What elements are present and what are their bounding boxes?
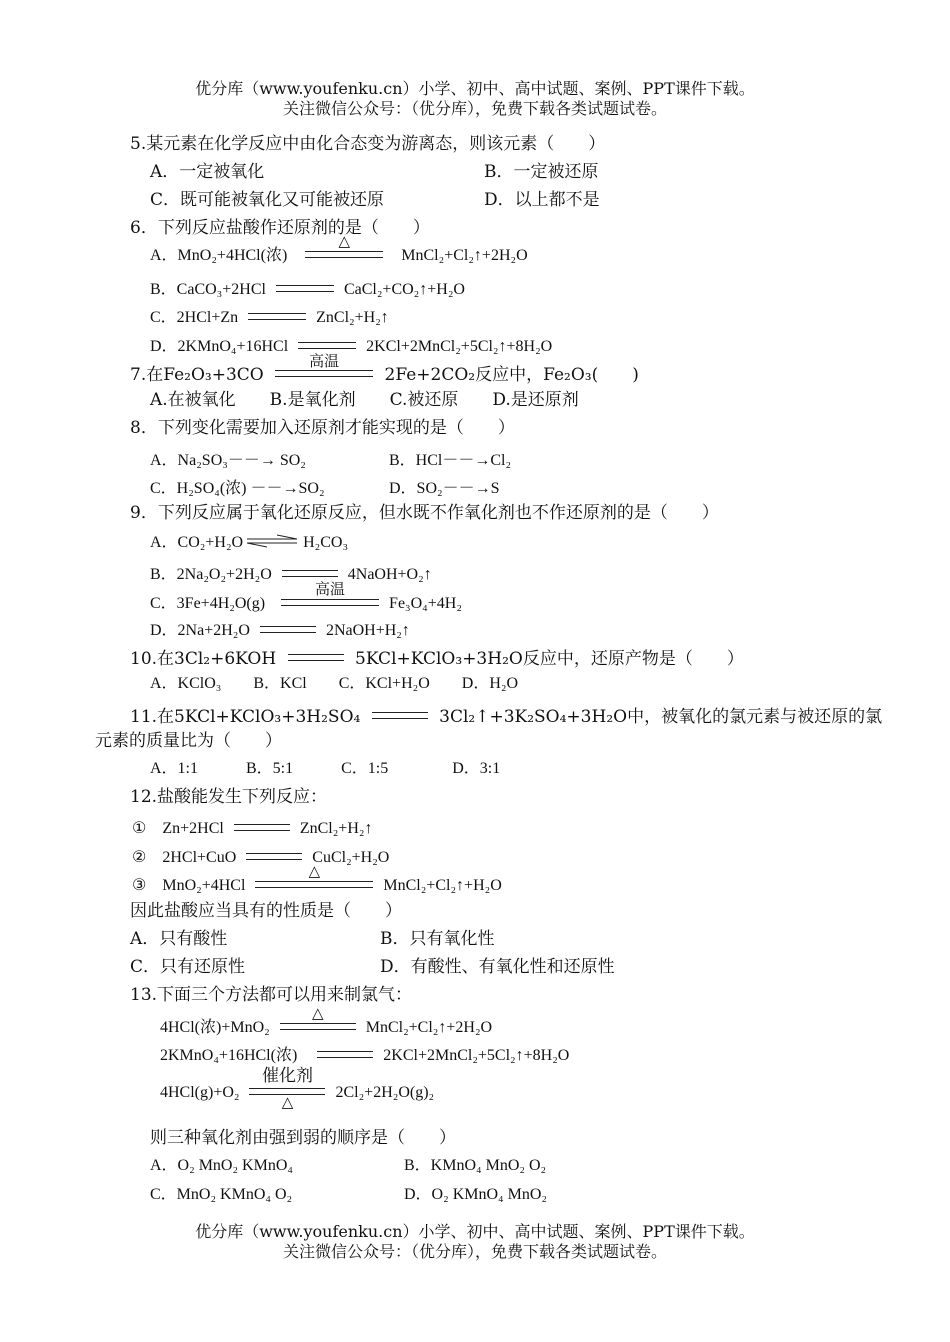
q6-b-reactants: B．CaCO₃+2HCl — [150, 281, 266, 298]
q8-option-b: B．HCl－－→Cl₂ — [389, 452, 512, 469]
q13-option-b: B．KMnO₄ MnO₂ O₂ — [404, 1157, 547, 1174]
q6-c-arrow — [248, 313, 306, 320]
q13-reaction-1 — [160, 1005, 493, 1039]
q12-r3-arrow — [255, 863, 373, 888]
q7-reactants: 7.在Fe₂O₃+3CO — [130, 365, 264, 385]
q11-options: A．1:1 B．5:1 C．1:5 D．3:1 — [150, 760, 501, 777]
q11-arrow — [372, 712, 428, 719]
q9-d-reactants: D．2Na+2H₂O — [150, 622, 250, 639]
q12-r2-products: CuCl₂+H₂O — [312, 849, 390, 866]
q9-d-products: 2NaOH+H₂↑ — [325, 622, 410, 639]
q11-products: 3Cl₂↑+3K₂SO₄+3H₂O中，被氧化的氯元素与被还原的氯 — [439, 707, 883, 727]
footer-line-1: 优分库（www.youfenku.cn）小学、初中、高中试题、案例、PPT课件下载。 — [195, 1222, 755, 1241]
q6-option-b — [150, 279, 465, 301]
q7-stem — [130, 352, 639, 386]
q13-r3-catalyst: 催化剂 — [261, 1065, 313, 1085]
q13-r1-arrow — [280, 1005, 356, 1030]
q13-r3-reactants: 4HCl(g)+O₂ — [160, 1084, 240, 1101]
q12-stem: 12.盐酸能发生下列反应： — [130, 787, 328, 807]
q6-c-reactants: C．2HCl+Zn — [150, 309, 239, 326]
q9-c-products: Fe₃O₄+4H₂ — [389, 595, 462, 612]
q6-b-arrow — [276, 285, 334, 292]
q13-option-c: C．MnO₂ KMnO₄ O₂ — [150, 1186, 293, 1203]
q12-reaction-1 — [132, 818, 372, 840]
q12-r3-products: MnCl₂+Cl₂↑+H₂O — [383, 877, 502, 894]
q10-stem — [130, 648, 744, 670]
q8-option-c: C．H₂SO₄(浓) －－→SO₂ — [150, 480, 325, 497]
q10-products: 5KCl+KClO₃+3H₂O反应中，还原产物是（ ） — [355, 649, 744, 669]
q13-r1-reactants: 4HCl(浓)+MnO₂ — [160, 1019, 270, 1036]
q9-c-condition: 高温 — [315, 581, 346, 598]
q12-r2-arrow — [246, 853, 302, 860]
q9-a-reactants: A．CO₂+H₂O — [150, 534, 244, 551]
q5-option-a: A．一定被氧化 — [150, 162, 265, 182]
footer-line-2: 关注微信公众号：（优分库），免费下载各类试题试卷。 — [282, 1242, 667, 1261]
q13-option-d: D．O₂ KMnO₄ MnO₂ — [404, 1186, 547, 1203]
q9-stem: 9．下列反应属于氧化还原反应，但水既不作氧化剂也不作还原剂的是（ ） — [130, 503, 719, 523]
q6-c-products: ZnCl₂+H₂↑ — [316, 309, 389, 326]
q13-r2-products: 2KCl+2MnCl₂+5Cl₂↑+8H₂O — [383, 1047, 570, 1064]
q6-a-arrow — [305, 233, 383, 258]
q6-d-products: 2KCl+2MnCl₂+5Cl₂↑+8H₂O — [366, 338, 553, 355]
q12-r1-reactants: ① Zn+2HCl — [132, 820, 224, 837]
q13-r2-reactants: 2KMnO₄+16HCl(浓) — [160, 1047, 298, 1064]
q13-reaction-3 — [160, 1065, 435, 1111]
q13-stem: 13.下面三个方法都可以用来制氯气： — [130, 985, 413, 1005]
q9-b-products: 4NaOH+O₂↑ — [347, 566, 432, 583]
q7-options: A.在被氧化 B.是氧化剂 C.被还原 D.是还原剂 — [150, 390, 579, 410]
q12-r2-reactants: ② 2HCl+CuO — [132, 849, 237, 866]
q11-reactants: 11.在5KCl+KClO₃+3H₂SO₄ — [130, 707, 361, 727]
q9-b-reactants: B．2Na₂O₂+2H₂O — [150, 566, 272, 583]
q12-option-b: B．只有氧化性 — [380, 929, 495, 949]
q13-r1-products: MnCl₂+Cl₂↑+2H₂O — [365, 1019, 493, 1036]
q6-option-c — [150, 307, 389, 329]
q12-r1-arrow — [234, 824, 290, 831]
q12-conclusion: 因此盐酸应当具有的性质是（ ） — [130, 901, 402, 921]
q8-option-d: D．SO₂－－→S — [389, 480, 500, 497]
header-line-2: 关注微信公众号：（优分库），免费下载各类试题试卷。 — [282, 99, 667, 118]
q6-a-reactants: A．MnO₂+4HCl(浓) — [150, 247, 288, 264]
heat-symbol: △ — [281, 1094, 294, 1111]
q6-stem: 6．下列反应盐酸作还原剂的是（ ） — [130, 218, 430, 238]
q9-option-c — [150, 581, 462, 615]
q9-b-arrow — [282, 570, 338, 577]
q6-d-reactants: D．2KMnO₄+16HCl — [150, 338, 289, 355]
q5-option-c: C．既可能被氧化又可能被还原 — [150, 190, 385, 210]
q11-stem-line2: 元素的质量比为（ ） — [95, 731, 282, 751]
q9-a-reversible-arrow — [245, 538, 299, 548]
q10-reactants: 10.在3Cl₂+6KOH — [130, 649, 277, 669]
q5-stem: 5.某元素在化学反应中由化合态变为游离态，则该元素（ ） — [130, 134, 606, 154]
q12-r3-reactants: ③ MnO₂+4HCl — [132, 877, 246, 894]
q12-option-a: A．只有酸性 — [130, 929, 228, 949]
q12-option-c: C．只有还原性 — [130, 957, 246, 977]
heat-symbol: △ — [308, 863, 321, 880]
q13-reaction-2 — [160, 1045, 569, 1067]
q13-option-a: A．O₂ MnO₂ KMnO₄ — [150, 1157, 293, 1174]
q8-stem: 8．下列变化需要加入还原剂才能实现的是（ ） — [130, 418, 515, 438]
q9-d-arrow — [260, 626, 316, 633]
q13-r3-products: 2Cl₂+2H₂O(g)₂ — [335, 1084, 435, 1101]
q12-reaction-3 — [132, 863, 502, 897]
q8-option-a: A．Na₂SO₃－－→ SO₂ — [150, 452, 306, 469]
q6-option-a — [150, 233, 528, 267]
q6-d-arrow — [298, 342, 356, 349]
q9-option-a — [150, 532, 348, 554]
q11-stem — [130, 706, 882, 728]
q9-a-products: H₂CO₃ — [303, 534, 349, 551]
q6-b-products: CaCl₂+CO₂↑+H₂O — [343, 281, 465, 298]
q13-r2-arrow — [317, 1051, 373, 1058]
q12-option-d: D．有酸性、有氧化性和还原性 — [380, 957, 615, 977]
q9-c-reactants: C．3Fe+4H₂O(g) — [150, 595, 266, 612]
q13-r3-arrow — [249, 1065, 325, 1111]
q9-c-arrow — [281, 581, 379, 606]
q13-conclusion: 则三种氧化剂由强到弱的顺序是（ ） — [150, 1128, 456, 1148]
q7-condition: 高温 — [309, 352, 340, 370]
heat-symbol: △ — [338, 233, 351, 250]
q12-r1-products: ZnCl₂+H₂↑ — [299, 820, 373, 837]
q5-option-b: B．一定被还原 — [484, 162, 599, 182]
header-line-1: 优分库（www.youfenku.cn）小学、初中、高中试题、案例、PPT课件下载。 — [195, 79, 755, 98]
q9-option-d — [150, 620, 410, 642]
q10-arrow — [288, 654, 344, 661]
heat-symbol: △ — [311, 1005, 324, 1022]
q10-options: A．KClO₃ B．KCl C．KCl+H₂O D．H₂O — [150, 675, 519, 692]
q7-products: 2Fe+2CO₂反应中，Fe₂O₃( ) — [384, 365, 639, 385]
q7-arrow — [275, 352, 373, 377]
q5-option-d: D．以上都不是 — [484, 190, 600, 210]
q6-a-products: MnCl₂+Cl₂↑+2H₂O — [401, 247, 528, 264]
